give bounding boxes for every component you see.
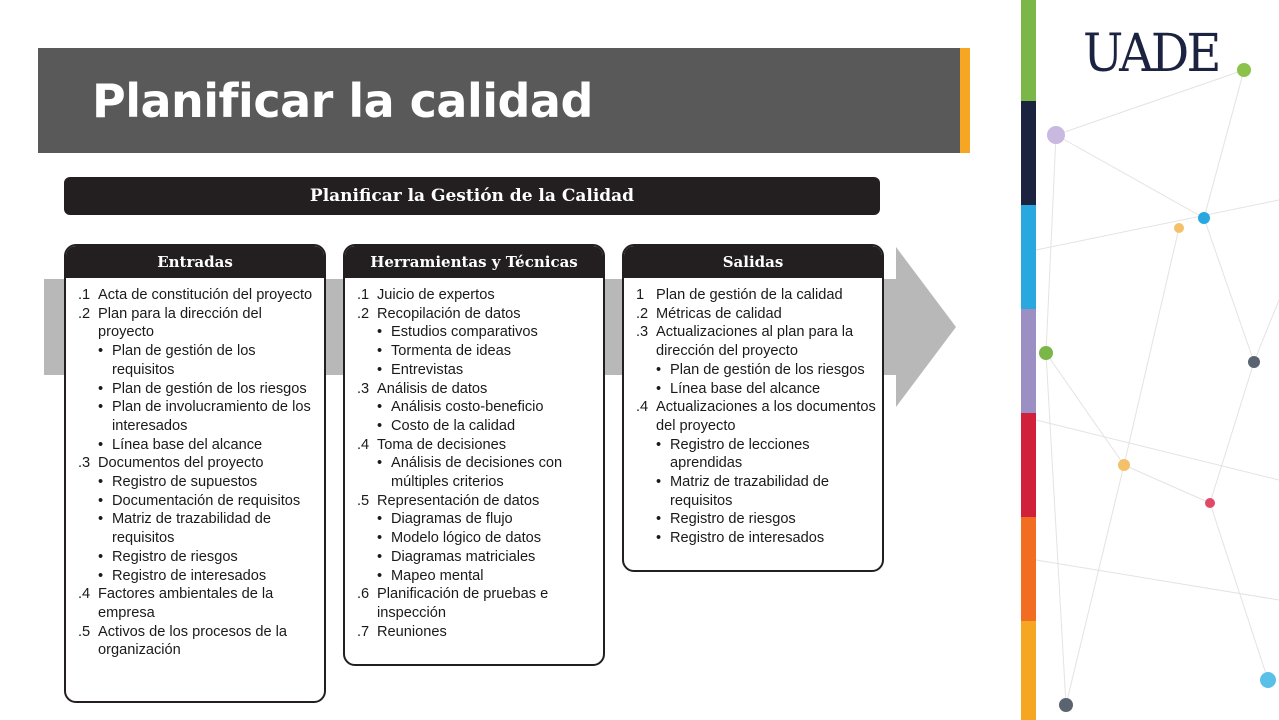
item-text: Tormenta de ideas [391,343,512,360]
list-item [78,623,318,660]
item-text: Plan para la dirección del proyecto [98,305,262,341]
item-text: Entrevistas [391,361,464,378]
outputs-header: Salidas [624,246,882,278]
item-text: Plan de gestión de los requisitos [112,343,256,378]
item-text: Juicio de expertos [377,287,495,303]
item-text: Documentación de requisitos [112,492,301,509]
item-number: • [377,343,383,360]
color-stripe-1 [1021,0,1036,101]
item-text: Registro de lecciones aprendidas [670,436,810,472]
sub-list-item [636,380,876,399]
item-number: .2 [78,305,91,322]
tools-box [343,244,605,666]
item-number: .5 [357,492,370,509]
sub-list-item [78,398,318,435]
item-number: • [656,380,662,397]
color-stripe-7 [1021,621,1036,720]
color-stripe-3 [1021,205,1036,309]
item-text: Análisis costo-beneficio [391,399,544,416]
sub-list-item [357,529,597,548]
item-number: • [377,567,383,584]
inputs-box [64,244,326,703]
list-item [78,286,318,305]
item-number: .4 [636,399,649,416]
item-number: .3 [636,324,649,341]
list-item [357,286,597,305]
item-number: .6 [357,586,370,603]
outputs-box [622,244,884,572]
color-stripe-6 [1021,517,1036,621]
item-text: Plan de involucramiento de los interesados [112,399,311,434]
item-number: .2 [357,305,370,322]
list-item [78,305,318,342]
item-number: • [377,417,383,434]
color-stripe-5 [1021,413,1036,517]
slide-title: Planificar la calidad [92,74,593,128]
item-number: • [377,511,383,528]
item-number: .3 [357,380,370,397]
list-item [636,305,876,324]
item-text: Modelo lógico de datos [391,530,542,547]
list-item [357,623,597,642]
sub-list-item [78,436,318,455]
sub-list-item [357,567,597,586]
item-text: Planificación de pruebas e inspección [377,586,549,621]
inputs-header: Entradas [66,246,324,278]
list-item [636,286,876,305]
item-number: • [98,474,104,491]
item-text: Reuniones [377,623,447,640]
sub-list-item [78,510,318,547]
item-text: Matriz de trazabilidad de requisitos [112,511,271,547]
item-text: Factores ambientales de la empresa [98,586,274,621]
sub-list-item [357,361,597,380]
item-number: • [98,343,104,360]
list-item [357,380,597,399]
item-text: Plan de gestión de los riesgos [112,380,307,397]
network-decoration [1036,0,1279,720]
item-number: • [98,492,104,509]
item-text: Registro de interesados [670,530,825,547]
outputs-list [624,278,882,548]
item-text: Costo de la calidad [391,417,516,434]
list-item [357,492,597,511]
item-number: .7 [357,623,370,640]
item-text: Documentos del proyecto [98,455,264,472]
item-number: .4 [78,586,91,603]
sub-list-item [357,323,597,342]
item-text: Plan de gestión de la calidad [656,287,843,303]
item-number: • [377,530,383,547]
list-item [78,454,318,473]
list-item [636,323,876,360]
sub-list-item [636,361,876,380]
list-item [636,398,876,435]
sub-list-item [357,510,597,529]
list-item [78,585,318,622]
item-number: .2 [636,305,649,322]
sub-list-item [357,342,597,361]
item-number: • [377,324,383,341]
title-accent-bar [960,48,970,153]
item-number: • [656,474,662,491]
sub-list-item [78,492,318,511]
sub-list-item [357,398,597,417]
item-text: Representación de datos [377,492,540,509]
list-item [357,436,597,455]
item-text: Matriz de trazabilidad de requisitos [670,474,829,509]
item-text: Toma de decisiones [377,436,506,453]
sub-list-item [78,342,318,379]
item-text: Diagramas de flujo [391,511,513,528]
item-number: • [656,511,662,528]
item-number: • [377,399,383,416]
item-text: Registro de riesgos [670,511,796,528]
item-text: Registro de riesgos [112,548,238,565]
sub-list-item [636,436,876,473]
item-text: Recopilación de datos [377,305,521,322]
item-text: Línea base del alcance [670,380,821,397]
list-item [357,305,597,324]
sub-list-item [357,454,597,491]
item-number: • [98,399,104,416]
item-number: • [656,361,662,378]
item-number: .4 [357,436,370,453]
sub-list-item [78,380,318,399]
item-text: Análisis de datos [377,380,488,397]
item-number: • [656,530,662,547]
sub-list-item [78,567,318,586]
item-text: Registro de supuestos [112,474,258,491]
item-number: • [377,455,383,472]
item-number: • [377,361,383,378]
sub-list-item [636,473,876,510]
item-number: • [656,436,662,453]
item-number: • [98,548,104,565]
item-number: • [98,511,104,528]
color-stripe-2 [1021,101,1036,205]
item-number: • [98,436,104,453]
sub-list-item [357,548,597,567]
item-number: • [98,380,104,397]
item-number: .1 [357,287,370,303]
item-text: Métricas de calidad [656,305,782,322]
sub-list-item [636,510,876,529]
item-number: .5 [78,623,91,640]
item-text: Estudios comparativos [391,324,538,341]
sub-list-item [78,473,318,492]
item-number: • [98,567,104,584]
item-number: 1 [636,287,645,303]
item-text: Activos de los procesos de la organización [98,623,288,659]
sub-list-item [636,529,876,548]
item-text: Registro de interesados [112,567,267,584]
process-name-bar: Planificar la Gestión de la Calidad [64,177,880,215]
inputs-list [66,278,324,660]
sub-list-item [78,548,318,567]
sub-list-item [357,417,597,436]
item-text: Plan de gestión de los riesgos [670,361,865,378]
item-text: Línea base del alcance [112,436,263,453]
item-text: Actualizaciones al plan para la dirección del proyecto [656,324,854,360]
item-text: Acta de constitución del proyecto [98,287,313,303]
item-text: Mapeo mental [391,567,484,584]
color-stripe-4 [1021,309,1036,413]
tools-header: Herramientas y Técnicas [345,246,603,278]
uade-logo: UADE [1083,24,1219,84]
item-text: Actualizaciones a los documentos del proyecto [656,399,876,434]
item-text: Diagramas matriciales [391,548,536,565]
item-number: .3 [78,455,91,472]
item-number: .1 [78,287,91,303]
tools-list [345,278,603,641]
list-item [357,585,597,622]
item-text: Análisis de decisiones con múltiples criterios [391,455,563,491]
item-number: • [377,548,383,565]
